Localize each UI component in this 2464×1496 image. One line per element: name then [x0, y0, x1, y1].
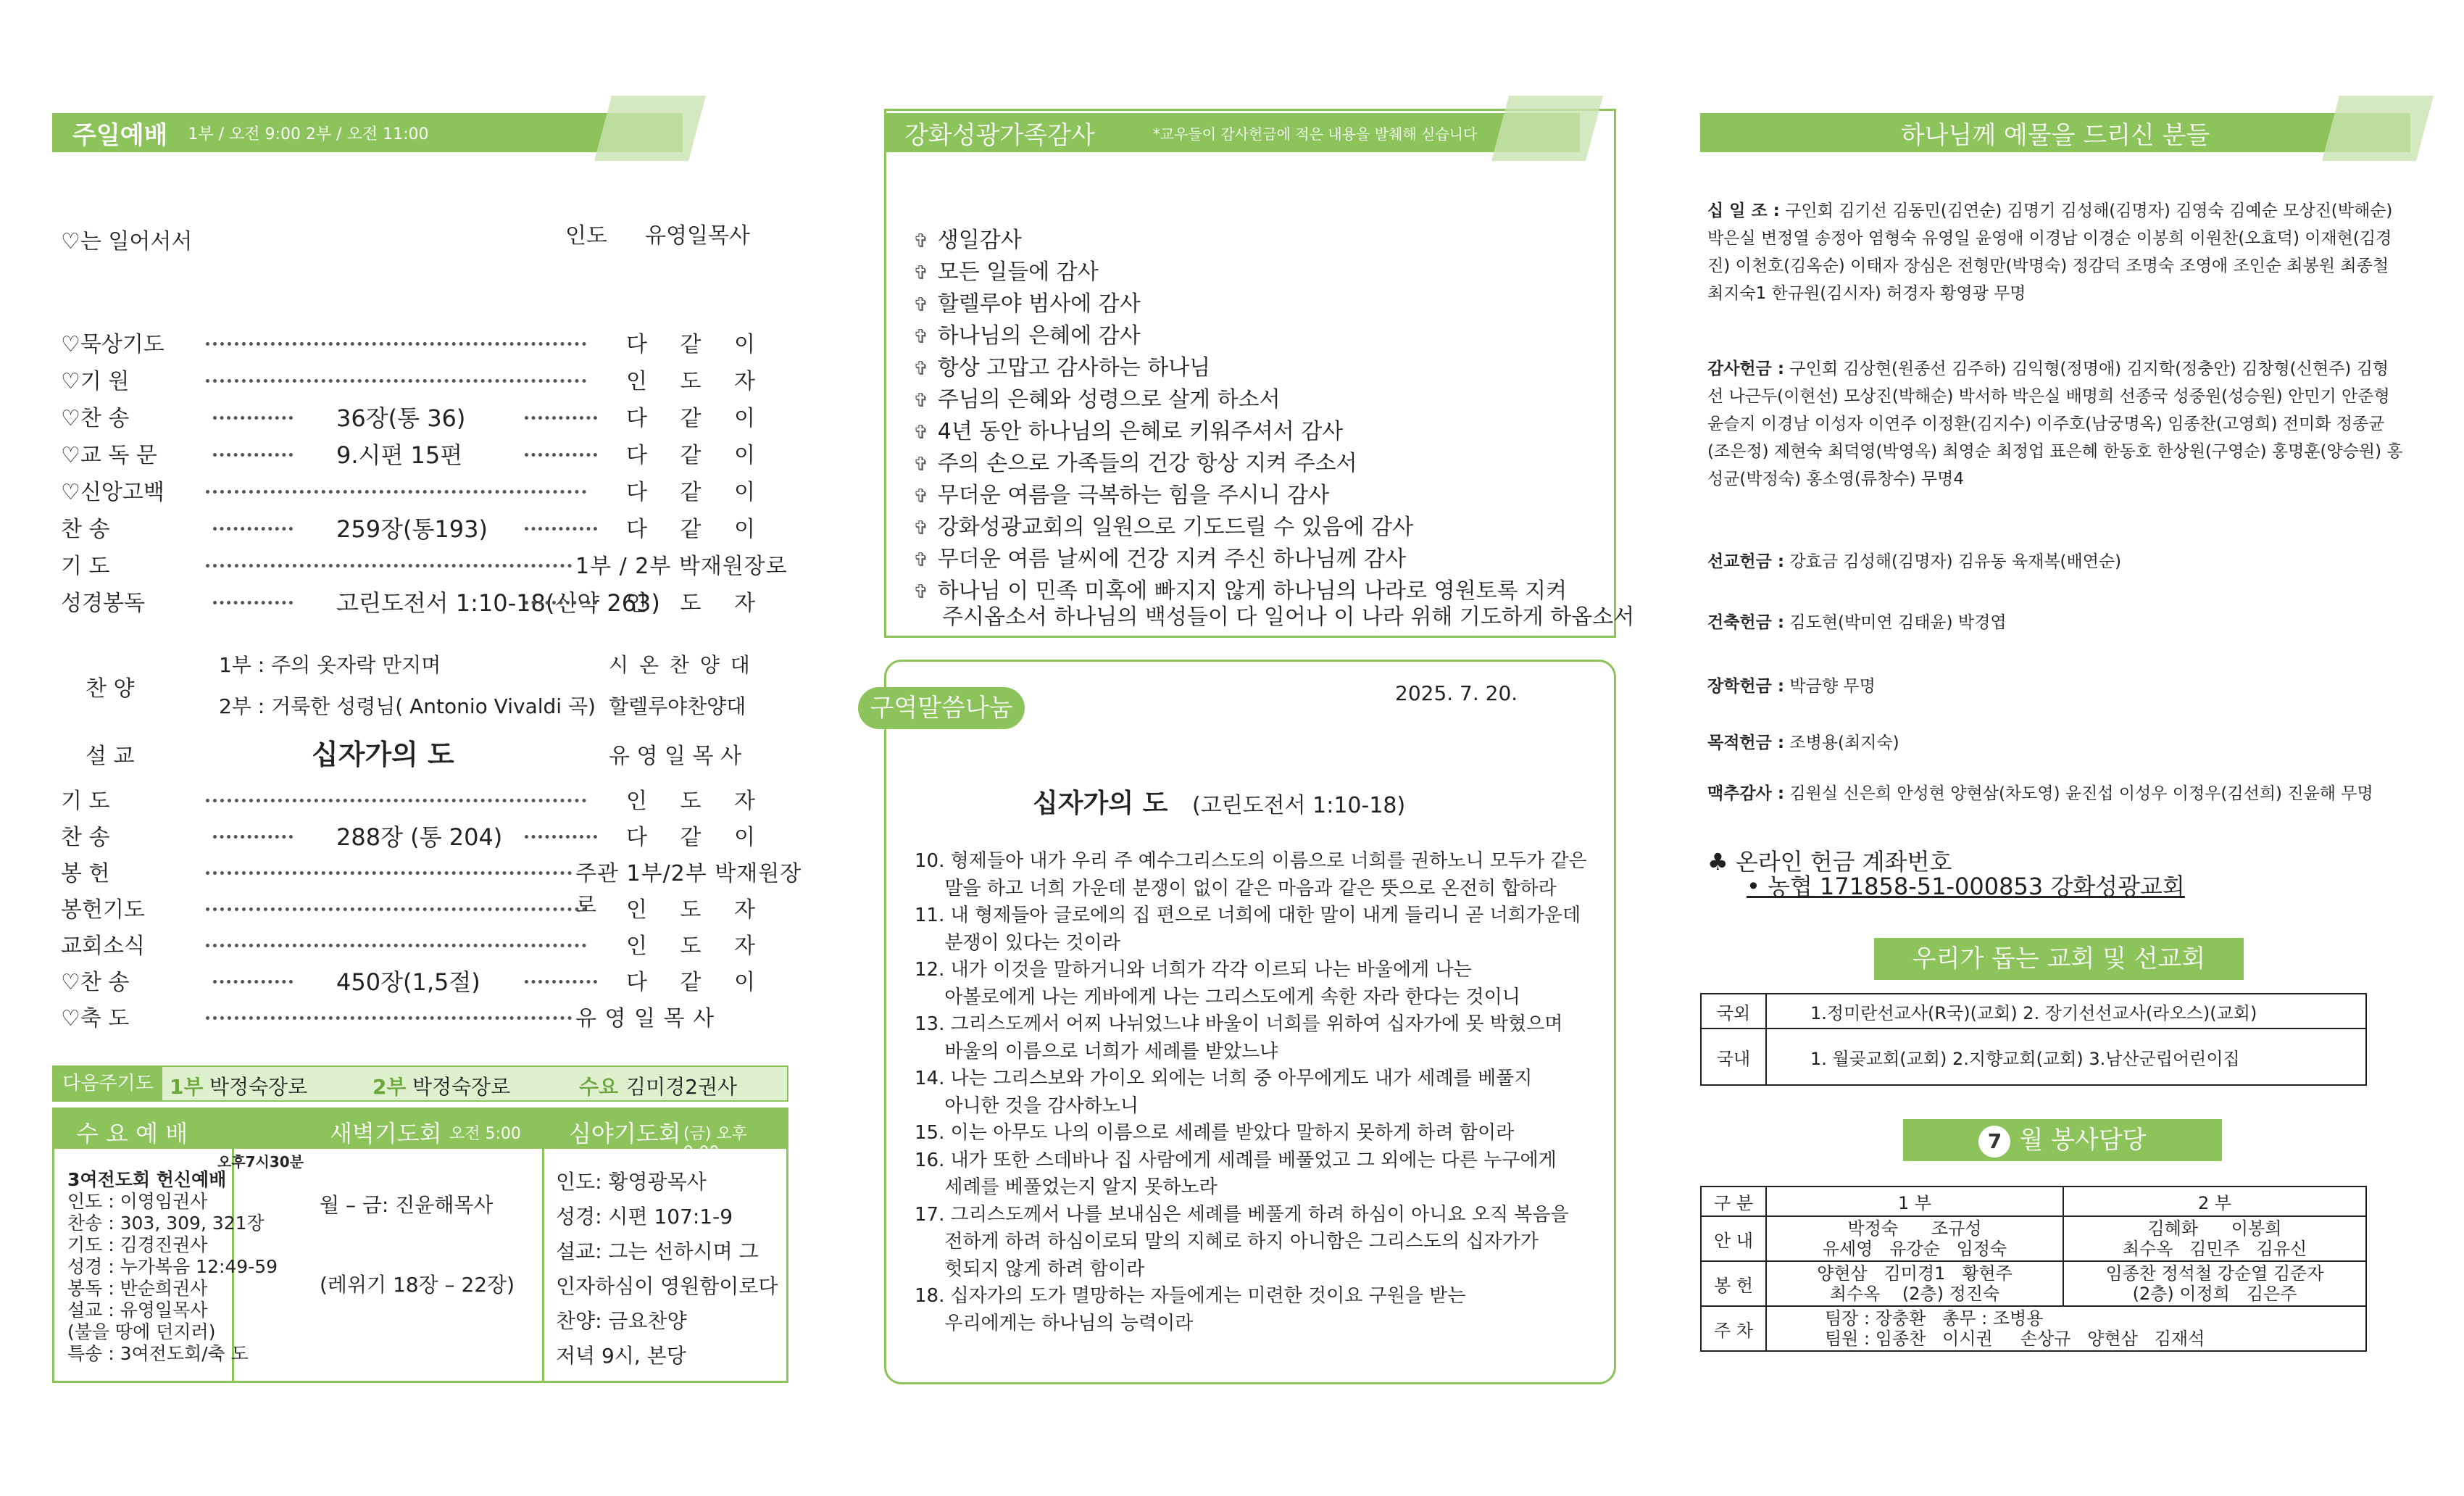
leader-name: 유영일목사: [645, 223, 750, 249]
worship-header: [52, 113, 683, 152]
support-text: 1.정미란선교사(R국)(교회) 2. 장기선선교사(라오스)(교회): [1766, 994, 2366, 1028]
thanks-text: 모든 일들에 감사: [937, 259, 1099, 285]
order-row: [61, 437, 822, 469]
district-date: 2025. 7. 20.: [1395, 681, 1518, 705]
wed-line: 3여전도회 헌신예배: [67, 1169, 227, 1190]
thanks-text: 할렐루야 범사에 감사: [937, 291, 1141, 317]
order-of-service: [61, 326, 786, 689]
next-3-name: 김미경2권사: [626, 1075, 738, 1099]
cross-bullet-icon: ✞: [913, 294, 929, 316]
night-line: 저녁 9시, 본당: [556, 1344, 686, 1368]
verse-line: 분쟁이 있다는 것이라: [915, 931, 1120, 954]
wed-line: 특송 : 3여전도회/축 도: [67, 1343, 249, 1364]
order-label: 찬 송: [61, 825, 110, 850]
choir-1-by: 시 온 찬 양 대: [609, 653, 752, 677]
leader-dots: [525, 980, 597, 984]
wed-details: [67, 1169, 278, 1365]
service-cell: 박정숙 조규성 유세영 유강순 임정숙: [1766, 1216, 2063, 1261]
online-title: ♣ 온라인 헌금 계좌번호: [1707, 848, 1952, 876]
offering-label: 십 일 조 :: [1707, 201, 1780, 220]
order-role: 다 같 이: [626, 332, 769, 357]
leader-dots: [213, 453, 293, 457]
order-label: 기 도: [61, 554, 110, 579]
order-role: 다 같 이: [626, 825, 769, 850]
thanks-item: [913, 541, 1406, 573]
cross-decoration: [1491, 96, 1603, 161]
offering-group: [1707, 548, 2403, 575]
weekday-table: [52, 1108, 788, 1383]
offerings-header: [1700, 113, 2410, 152]
leader-dots: [206, 871, 572, 875]
offering-group: [1707, 780, 2403, 807]
order-role: 인 도 자: [626, 369, 769, 394]
offering-group: [1707, 729, 2403, 757]
service-label: 안 내: [1701, 1216, 1766, 1261]
cross-bullet-icon: ✞: [913, 486, 929, 507]
offering-group: [1707, 609, 2403, 636]
order-row: [61, 548, 822, 577]
next-1-name: 박정숙장로: [209, 1075, 308, 1099]
verse-line: 12. 내가 이것을 말하거니와 너희가 각각 이르되 나는 바울에게 나는: [915, 959, 1472, 981]
leader-dots: [206, 907, 586, 911]
thanks-text: 주의 손으로 가족들의 건강 항상 지켜 주소서: [937, 451, 1357, 476]
order-role: 다 같 이: [626, 406, 769, 431]
wed-line: 설교 : 유영일목사: [67, 1300, 208, 1321]
hands-decoration: [594, 96, 706, 161]
order-label: ♡묵상기도: [61, 332, 165, 357]
thanks-text: 하나님의 은혜에 감사: [937, 323, 1141, 349]
verse-line: 세례를 베풀었는지 알지 못하노라: [915, 1176, 1218, 1198]
order-role: 다 같 이: [626, 480, 769, 505]
district-heading: 십자가의 도: [1033, 789, 1168, 818]
order-row: [61, 964, 822, 996]
wed-time: 오후7시30분: [217, 1153, 304, 1171]
order-mid: 36장(통 36): [336, 404, 466, 432]
next-prayer-label: 다음주기도: [54, 1067, 162, 1100]
offering-names: 구인회 김기선 김동민(김연순) 김명기 김성해(김명자) 김영숙 김예순 모상진(박해순) 박은실 변정열 송정아 염형숙 유영일 윤영애 이경남 이경순 이봉희 이원찬(오효덕) 이재현(김경진) 이천호(김옥순) 이태자 장심은 전형만(박명숙) 정감덕 조명숙 조영애 조인순 최봉원 최종철 최지숙1 한규원(김시자) 허경자 황영광 무명: [1707, 201, 2393, 303]
night-line: 인도: 황영광목사: [556, 1170, 707, 1194]
thanks-item: [913, 477, 1329, 509]
service-label: 주 차: [1701, 1306, 1766, 1351]
offering-group: [1707, 197, 2403, 307]
offering-label: 선교헌금 :: [1707, 552, 1785, 571]
offering-label: 감사헌금 :: [1707, 360, 1785, 378]
order-row: [61, 892, 822, 921]
night-details: [556, 1165, 778, 1374]
verse-line: 헛되지 않게 하려 함이라: [915, 1258, 1145, 1280]
thanks-text: 무더운 여름을 극복하는 힘을 주시니 감사: [937, 483, 1330, 508]
thanks-item: [913, 286, 1141, 317]
order-label: 기 도: [61, 789, 110, 814]
service-header: 1 부: [1766, 1187, 2063, 1216]
order-role: 인 도 자: [626, 591, 769, 616]
next-1: 1부: [170, 1075, 204, 1099]
thanks-item: [913, 222, 1022, 254]
verse-line: 바울의 이름으로 너희가 세례를 받았느냐: [915, 1040, 1278, 1063]
thanks-text: 하나님 이 민족 미혹에 빠지지 않게 하나님의 나라로 영원토록 지켜: [937, 578, 1568, 604]
cross-bullet-icon: ✞: [913, 518, 929, 539]
leader-dots: [525, 527, 597, 531]
leader-dots: [206, 379, 586, 383]
offering-names: 김도현(박미연 김태윤) 박경엽: [1789, 613, 2007, 632]
wed-line: 성경 : 누가복음 12:49-59: [67, 1256, 278, 1277]
order-mid: 9.시편 15편: [336, 441, 463, 469]
order-role: 주관 1부/2부 박재원장로: [575, 861, 802, 918]
service-month: 7: [1978, 1126, 2010, 1158]
order-role: 인 도 자: [626, 934, 769, 959]
leader-dots: [525, 416, 597, 420]
thanks-item: [913, 381, 1281, 413]
night-title: 심야기도회: [569, 1120, 681, 1147]
service-title: 월 봉사담당: [2019, 1126, 2147, 1155]
leader-dots: [213, 416, 293, 420]
verse-line: 말을 하고 너희 가운데 분쟁이 없이 같은 마음과 같은 뜻으로 온전히 합하라: [915, 877, 1557, 899]
dawn-line-1: 월 – 금: 진윤해목사: [320, 1193, 494, 1217]
order-row: [61, 783, 822, 812]
verse-line: 아볼로에게 나는 게바에게 나는 그리스도에게 속한 자라 한다는 것이니: [915, 986, 1520, 1008]
offering-label: 장학헌금 :: [1707, 677, 1785, 696]
thanks-text: 주님의 은혜와 성령으로 살게 하소서: [937, 387, 1281, 412]
offering-names: 조병용(최지숙): [1789, 734, 1899, 752]
order-row: [61, 1000, 822, 1029]
next-2: 2부: [372, 1075, 407, 1099]
leader-dots: [206, 799, 586, 802]
order-label: 성경봉독: [61, 591, 145, 616]
cross-bullet-icon: ✞: [913, 454, 929, 475]
order-label: 찬 송: [61, 517, 110, 542]
night-line: 인자하심이 영원함이로다: [556, 1274, 778, 1298]
support-label: 국내: [1701, 1028, 1766, 1085]
service-cell: 김혜화 이봉희 최수옥 김민주 김유신: [2063, 1216, 2366, 1261]
night-time: (금) 오후 9:00: [683, 1125, 747, 1162]
order-role: 다 같 이: [626, 517, 769, 542]
offerings-title: 하나님께 예물을 드리신 분들: [1900, 120, 2210, 150]
offering-names: 구인회 김상현(원종선 김주하) 김익형(정명애) 김지학(정충안) 김창형(신현주) 김형선 나근두(이현선) 모상진(박해순) 박서하 박은실 배명희 선종국 성중원(성승원) 안민기 안준형 윤슬지 이경남 이성자 이연주 이정환(김지수) 이주호(남궁명옥) 임종찬(고영희) 전미화 정종균(조은정) 제현숙 최덕영(박영옥) 최영순 최정업 표은혜 한동호 한상원(구영순) 홍명훈(양승원) 홍성균(박정숙) 홍소영(류창수) 무명4: [1707, 360, 2403, 489]
offering-label: 목적헌금 :: [1707, 734, 1785, 752]
night-line: 성경: 시편 107:1-9: [556, 1205, 733, 1229]
service-cell: 임종찬 정석철 강순열 김준자 (2층) 이정희 김은주: [2063, 1261, 2366, 1306]
order-role: 인 도 자: [626, 897, 769, 923]
thanks-last-cont: 주시옵소서 하나님의 백성들이 다 일어나 이 나라 위해 기도하게 하옵소서: [942, 604, 1635, 630]
order-row: [61, 326, 822, 355]
thanks-text: 생일감사: [937, 228, 1022, 253]
dawn-line-2: (레위기 18장 – 22장): [320, 1273, 515, 1297]
worship-title: 주일예배: [72, 120, 168, 150]
order-role: 인 도 자: [626, 789, 769, 814]
support-table: [1700, 993, 2367, 1086]
offering-label: 건축헌금 :: [1707, 613, 1785, 632]
cross-bullet-icon: ✞: [913, 230, 929, 252]
next-prayer-bar: [52, 1065, 788, 1102]
verse-line: 전하게 하려 하심이로되 말의 지혜로 하지 아니함은 그리스도의 십자가가: [915, 1231, 1539, 1252]
thanks-item: [913, 413, 1343, 445]
order-role: 유 영 일 목 사: [575, 1006, 715, 1031]
service-table: [1700, 1186, 2367, 1352]
thanks-title: 강화성광가족감사: [904, 120, 1095, 150]
verse-line: 11. 내 형제들아 글로에의 집 편으로 너희에 대한 말이 내게 들리니 곧 너희가운데: [915, 905, 1581, 926]
thanks-text: 무더운 여름 날씨에 건강 지켜 주신 하나님께 감사: [937, 547, 1407, 572]
night-line: 찬양: 금요찬양: [556, 1309, 687, 1333]
leader-dots: [213, 980, 293, 984]
verse-line: 18. 십자가의 도가 멸망하는 자들에게는 미련한 것이요 구원을 받는: [915, 1285, 1466, 1307]
verse-line: 15. 이는 아무도 나의 이름으로 세례를 받았다 말하지 못하게 하려 함이라: [915, 1122, 1515, 1144]
cross-bullet-icon: ✞: [913, 358, 929, 380]
night-line: 설교: 그는 선하시며 그: [556, 1239, 759, 1263]
leader-dots: [206, 944, 586, 947]
thanks-note: *교우들이 감사헌금에 적은 내용을 발췌해 싣습니다: [1152, 125, 1478, 143]
cross-bullet-icon: ✞: [913, 262, 929, 284]
order-row: [61, 511, 822, 543]
verse-line: 우리에게는 하나님의 능력이라: [915, 1312, 1194, 1334]
service-label: 봉 헌: [1701, 1261, 1766, 1306]
cross-bullet-icon: ✞: [913, 581, 929, 603]
thanks-text: 4년 동안 하나님의 은혜로 키워주셔서 감사: [937, 419, 1344, 444]
thanks-header: [884, 113, 1580, 152]
order-row: [61, 928, 822, 957]
order-row: [61, 585, 822, 617]
thanks-item: [913, 445, 1357, 477]
leader-dots: [213, 835, 293, 839]
service-header-row: [1701, 1187, 2366, 1216]
cross-bullet-icon: ✞: [913, 390, 929, 412]
order-label: 봉헌기도: [61, 897, 145, 923]
offering-names: 강효금 김성해(김명자) 김유동 육재복(배연순): [1789, 552, 2122, 571]
verse-line: 14. 나는 그리스보와 가이오 외에는 너희 중 아무에게도 내가 세례를 베풀지: [915, 1068, 1533, 1089]
leader-dots: [213, 601, 293, 604]
order-mid: 288장 (통 204): [336, 823, 503, 851]
choir-1: 1부 : 주의 옷자락 만지며: [219, 653, 441, 677]
order-label: 봉 헌: [61, 861, 110, 886]
verse-line: 10. 형제들아 내가 우리 주 예수그리스도의 이름으로 너희를 권하노니 모두가 같은: [915, 850, 1587, 872]
support-row: [1701, 994, 2366, 1028]
cross-bullet-icon: ✞: [913, 549, 929, 571]
order-mid: 450장(1,5절): [336, 968, 480, 996]
next-2-name: 박정숙장로: [412, 1075, 511, 1099]
order-role: 다 같 이: [626, 970, 769, 995]
choir-2: 2부 : 거룩한 성령님( Antonio Vivaldi 곡): [219, 694, 596, 718]
order-label: 교회소식: [61, 934, 145, 959]
thanks-item: [913, 509, 1413, 541]
next-3: 수요: [579, 1075, 619, 1099]
leader-dots: [206, 564, 572, 568]
sermon-title: 십자가의 도: [312, 739, 454, 770]
leader-label: 인도: [565, 223, 607, 249]
leader-dots: [206, 1016, 572, 1020]
offering-names: 박금향 무명: [1789, 677, 1876, 696]
support-row: [1701, 1028, 2366, 1085]
service-cell: 팀장 : 장충환 총무 : 조병용 팀원 : 임종찬 이시권 손상규 양현삼 김재석: [1766, 1306, 2366, 1351]
order-row: [61, 363, 822, 392]
order-mid: 259장(통193): [336, 515, 488, 543]
service-header: 구 분: [1701, 1187, 1766, 1216]
thanks-text: 강화성광교회의 일원으로 기도드릴 수 있음에 감사: [937, 515, 1414, 540]
offering-group: [1707, 355, 2403, 493]
order-label: ♡찬 송: [61, 970, 130, 995]
cross-bullet-icon: ✞: [913, 326, 929, 348]
verse-line: 17. 그리스도께서 나를 보내심은 세례를 베풀게 하려 하심이 아니요 오직 복음을: [915, 1203, 1569, 1226]
wed-line: 기도 : 김경진권사: [67, 1234, 208, 1255]
thanks-text: 항상 고맙고 감사하는 하나님: [937, 355, 1211, 381]
wed-line: (불을 땅에 던지러): [67, 1321, 216, 1342]
thanks-item: [913, 254, 1099, 286]
worship-times: 1부 / 오전 9:00 2부 / 오전 11:00: [188, 125, 429, 144]
leader-dots: [525, 453, 597, 457]
sermon-label: 설 교: [86, 744, 135, 769]
verse-line: 아니한 것을 감사하노니: [915, 1094, 1139, 1117]
support-label: 국외: [1701, 994, 1766, 1028]
service-row: [1701, 1261, 2366, 1306]
district-ref: (고린도전서 1:10-18): [1192, 793, 1406, 818]
service-header: 2 부: [2063, 1187, 2366, 1216]
support-title: 우리가 돕는 교회 및 선교회: [1874, 938, 2244, 980]
leader-dots: [213, 527, 293, 531]
order-label: ♡교 독 문: [61, 443, 157, 468]
order-label: ♡신앙고백: [61, 480, 165, 505]
service-row: [1701, 1306, 2366, 1351]
left-panel: [0, 0, 833, 1496]
choir-2-by: 할렐루야찬양대: [609, 694, 746, 718]
order-role: 1부 / 2부 박재원장로: [575, 554, 788, 579]
service-cell: 양현삼 김미경1 황현주 최수옥 (2층) 정진숙: [1766, 1261, 2063, 1306]
wed-title: 수 요 예 배: [76, 1120, 188, 1147]
offering-group: [1707, 673, 2403, 700]
order-role: 다 같 이: [626, 443, 769, 468]
sermon-by: 유 영 일 목 사: [609, 744, 742, 769]
thanks-item: [913, 349, 1210, 381]
dawn-time: 오전 5:00: [449, 1125, 521, 1143]
order-row: [61, 400, 822, 432]
gift-decoration: [2322, 96, 2434, 161]
wed-line: 찬송 : 303, 309, 321장: [67, 1213, 265, 1234]
support-text: 1. 월곶교회(교회) 2.지향교회(교회) 3.남산군립어린이집: [1766, 1028, 2366, 1085]
leader-dots: [206, 342, 586, 346]
wed-line: 인도 : 이영임권사: [67, 1191, 208, 1212]
stand-note: ♡는 일어서서: [61, 229, 193, 254]
service-row: [1701, 1216, 2366, 1261]
order-label: ♡찬 송: [61, 406, 130, 431]
wed-line: 봉독 : 반순희권사: [67, 1278, 208, 1299]
order-row: [61, 474, 822, 503]
thanks-item: [913, 317, 1141, 349]
order-label: ♡기 원: [61, 369, 130, 394]
leader-dots: [525, 601, 597, 604]
order-row: [61, 819, 822, 851]
offering-label: 맥추감사 :: [1707, 784, 1785, 803]
district-title: 구역말씀나눔: [858, 687, 1025, 729]
verse-line: 16. 내가 또한 스데바나 집 사람에게 세례를 베풀었고 그 외에는 다른 누구에게: [915, 1149, 1557, 1171]
offering-names: 김원실 신은희 안성현 양현삼(차도영) 윤진섭 이성우 이정우(김선희) 진윤해 무명: [1789, 784, 2373, 803]
service-title-bar: [1903, 1119, 2222, 1161]
leader-dots: [525, 835, 597, 839]
choir-label: 찬 양: [86, 676, 135, 702]
verse-line: 13. 그리스도께서 어찌 나뉘었느냐 바울이 너희를 위하여 십자가에 못 박혔으며: [915, 1013, 1563, 1035]
leader-dots: [206, 490, 586, 494]
online-account: • 농협 171858-51-000853 강화성광교회: [1747, 873, 2185, 900]
order-of-service-2: [61, 783, 802, 1031]
order-mid: 고린도전서 1:10-18(신약 263): [336, 589, 660, 617]
dawn-title: 새벽기도회: [330, 1120, 442, 1147]
cross-bullet-icon: ✞: [913, 422, 929, 444]
col-divider-2: [542, 1149, 544, 1381]
order-label: ♡축 도: [61, 1006, 130, 1031]
